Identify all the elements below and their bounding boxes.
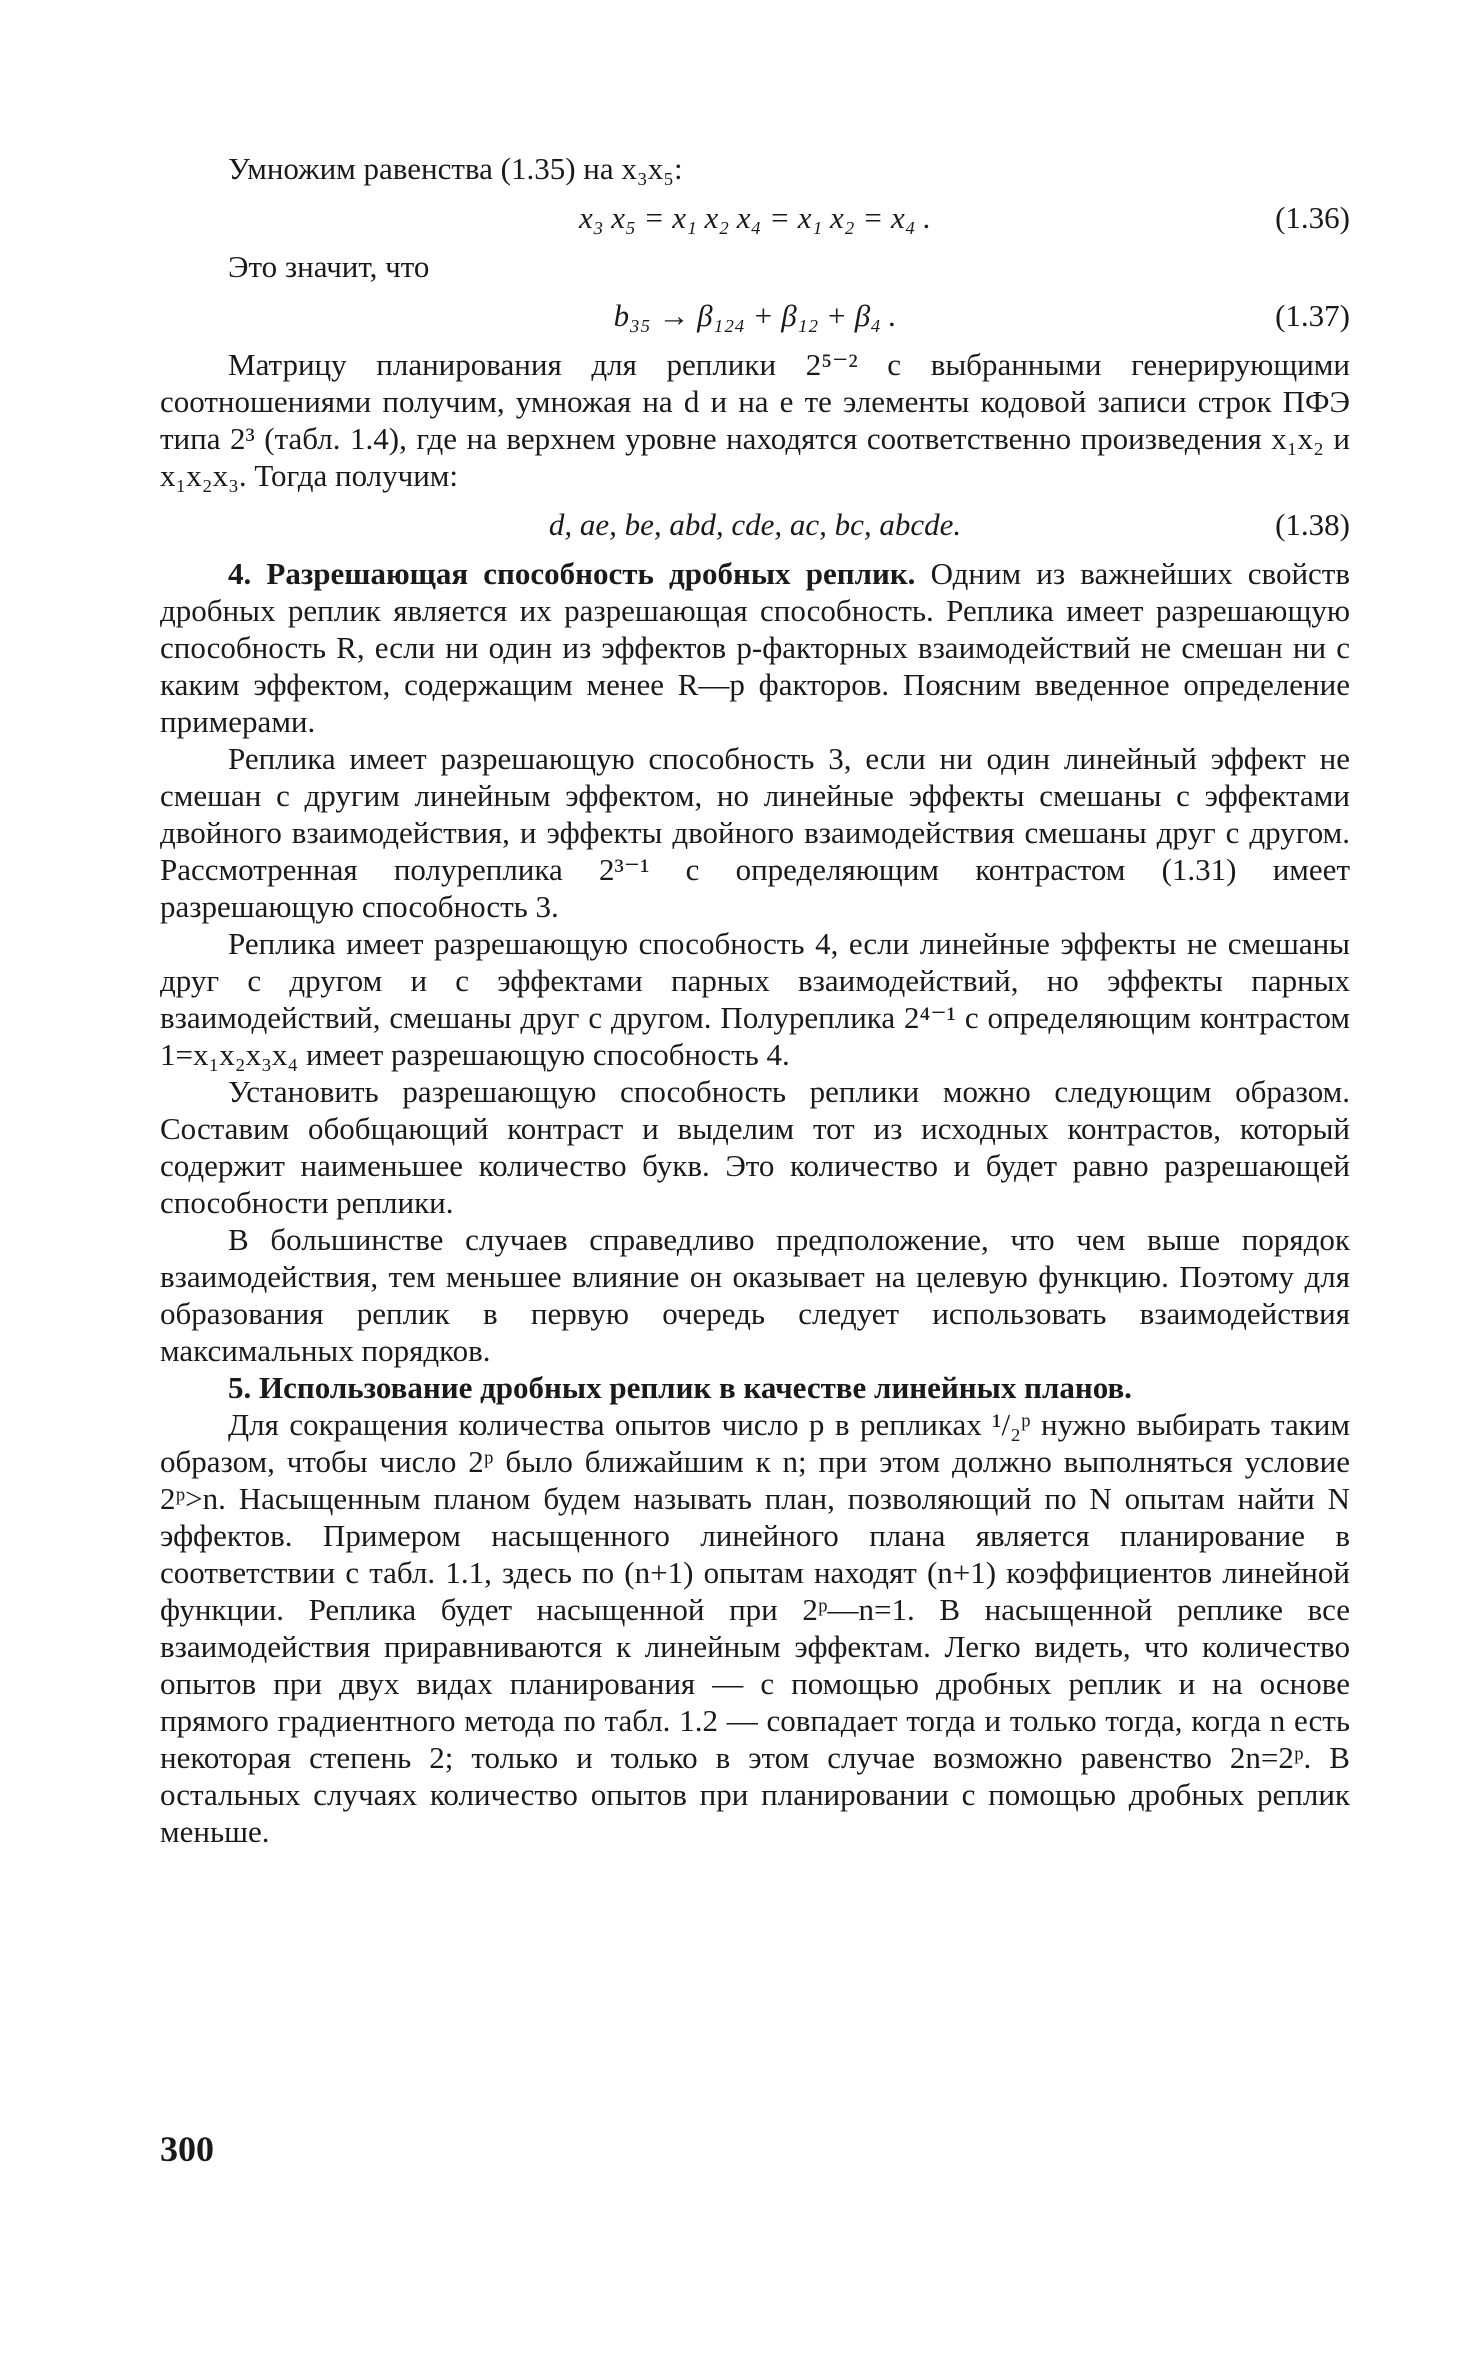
paragraph: Установить разрешающую способность реплики можно следующим образом. Составим обобщающий контраст и выделим тот из исходных контрастов, который содержит наименьшее количество букв. Это количество и будет равно разрешающей способности реплики.	[160, 1074, 1350, 1220]
paragraph: Реплика имеет разрешающую способность 4, если линейные эффекты не смешаны друг с другом и с эффектами парных взаимодействий, но эффекты парных взаимодействий, смешаны друг с другом. Полуреплика 2⁴⁻¹ с определяющим контрастом 1=x₁x₂x₃x₄ имеет разрешающую способность 4.	[160, 926, 1350, 1072]
text-line: Это значит, что	[228, 249, 430, 284]
page-body	[160, 150, 1350, 1850]
section-4-text: Одним из важнейших свойств дробных реплик является их разрешающая способность. Реплика имеет разрешающую способность R, если ни один из эффектов p-факторных взаимодействий не смешан ни с каким эффектом, содержащим менее R—p факторов. Поясним введенное определение примерами.	[160, 556, 1350, 739]
paragraph: В большинстве случаев справедливо предположение, что чем выше порядок взаимодействия, тем меньшее влияние он оказывает на целевую функцию. Поэтому для образования реплик в первую очередь следует использовать взаимодействия максимальных порядков.	[160, 1222, 1350, 1368]
page-number: 300	[160, 2129, 214, 2169]
section-4-heading: 4. Разрешающая способность дробных реплик.	[228, 556, 916, 591]
intro-line: Умножим равенства (1.35) на x₃x₅:	[228, 151, 683, 186]
section-4-paragraph	[160, 555, 1350, 740]
equation-1-37	[160, 297, 1350, 334]
equation-1-38	[160, 506, 1350, 543]
equation-number: (1.38)	[1275, 507, 1350, 542]
equation-expression: d, ae, be, abd, cde, ac, bc, abcde.	[548, 507, 962, 542]
equation-number: (1.36)	[1275, 200, 1350, 235]
paragraph: Реплика имеет разрешающую способность 3, если ни один линейный эффект не смешан с другим линейным эффектом, но линейные эффекты смешаны с эффектами двойного взаимодействия, и эффекты двойного взаимодействия смешаны друг с другом. Рассмотренная полуреплика 2³⁻¹ с определяющим контрастом (1.31) имеет разрешающую способность 3.	[160, 741, 1350, 924]
paragraph: Для сокращения количества опытов число p в репликах ¹/₂ᵖ нужно выбирать таким образом, чтобы число 2ᵖ было ближайшим к n; при этом должно выполняться условие 2ᵖ>n. Насыщенным планом будем называть план, позволяющий по N опытам найти N эффектов. Примером насыщенного линейного плана является планирование в соответствии с табл. 1.1, здесь по (n+1) опытам находят (n+1) коэффициентов линейной функции. Реплика будет насыщенной при 2ᵖ—n=1. В насыщенной реплике все взаимодействия приравниваются к линейным эффектам. Легко видеть, что количество опытов при двух видах планирования — с помощью дробных реплик и на основе прямого градиентного метода по табл. 1.2 — совпадает тогда и только тогда, когда n есть некоторая степень 2; только и только в этом случае возможно равенство 2n=2ᵖ. В остальных случаях количество опытов при планировании с помощью дробных реплик меньше.	[160, 1407, 1350, 1849]
equation-1-36	[160, 199, 1350, 236]
paragraph: Матрицу планирования для реплики 2⁵⁻² с выбранными генерирующими соотношениями получим, умножая на d и на e те элементы кодовой записи строк ПФЭ типа 2³ (табл. 1.4), где на верхнем уровне находятся соответственно произведения x₁x₂ и x₁x₂x₃. Тогда получим:	[160, 347, 1350, 493]
equation-number: (1.37)	[1275, 298, 1350, 333]
section-5-heading: 5. Использование дробных реплик в качестве линейных планов.	[228, 1370, 1132, 1405]
equation-expression: x₃ x₅ = x₁ x₂ x₄ = x₁ x₂ = x₄ .	[578, 200, 932, 235]
equation-expression: b₃₅ → β₁₂₄ + β₁₂ + β₄ .	[613, 298, 897, 333]
